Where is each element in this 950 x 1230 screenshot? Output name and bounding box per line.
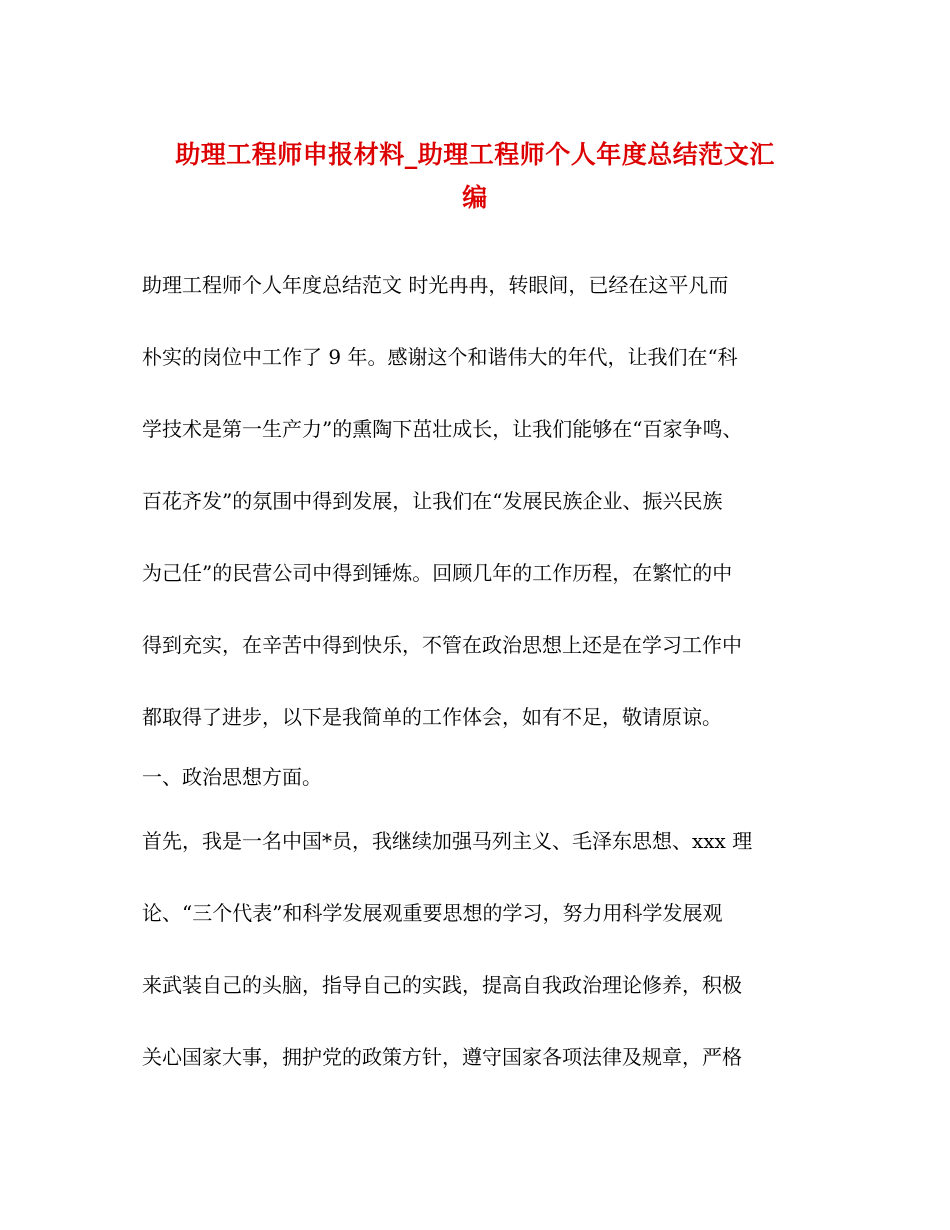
section-heading: 一、政治思想方面。	[142, 765, 322, 789]
body-line-6: 得到充实，在辛苦中得到快乐，不管在政治思想上还是在学习工作中	[142, 633, 742, 657]
body-line-2: 朴实的岗位中工作了 9 年。感谢这个和谐伟大的年代，让我们在“科	[142, 345, 738, 369]
document-title-line-2: 编	[462, 183, 488, 212]
body-line-4: 百花齐发”的氛围中得到发展，让我们在“发展民族企业、振兴民族	[142, 489, 723, 513]
body-line-8: 首先，我是一名中国*员，我继续加强马列主义、毛泽东思想、xxx 理	[142, 829, 753, 853]
body-line-10: 来武装自己的头脑，指导自己的实践，提高自我政治理论修养，积极	[142, 973, 742, 997]
body-line-5: 为己任”的民营公司中得到锤炼。回顾几年的工作历程，在繁忙的中	[142, 561, 733, 585]
document-title-line-1: 助理工程师申报材料_助理工程师个人年度总结范文汇	[175, 140, 775, 169]
body-line-11: 关心国家大事，拥护党的政策方针，遵守国家各项法律及规章，严格	[142, 1045, 742, 1069]
body-line-1: 助理工程师个人年度总结范文 时光冉冉，转眼间，已经在这平凡而	[142, 273, 729, 297]
body-line-9: 论、“三个代表”和科学发展观重要思想的学习，努力用科学发展观	[142, 901, 723, 925]
body-line-7: 都取得了进步，以下是我简单的工作体会，如有不足，敬请原谅。	[142, 705, 722, 729]
body-line-3: 学技术是第一生产力”的熏陶下茁壮成长，让我们能够在“百家争鸣、	[142, 417, 743, 441]
